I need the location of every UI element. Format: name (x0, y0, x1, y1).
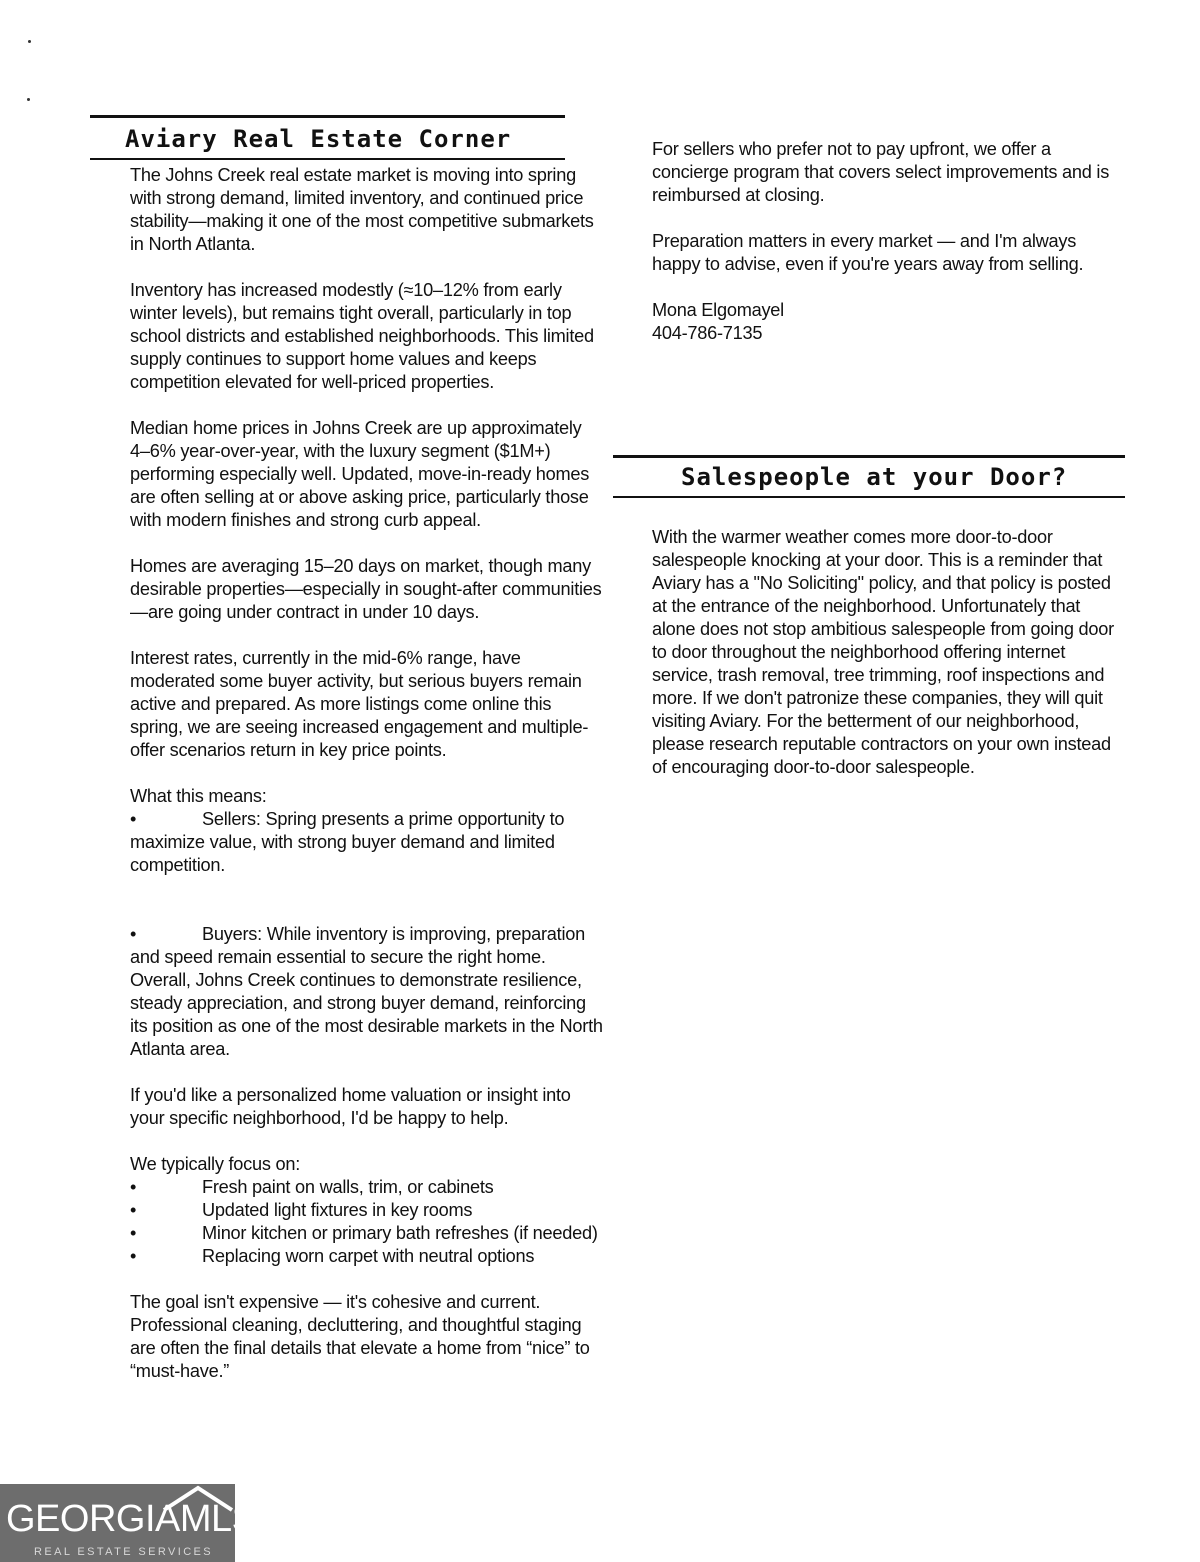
concierge-paragraph: For sellers who prefer not to pay upfront, we offer a concierge program that covers select improvements and is reimbursed at closing. (652, 139, 1110, 205)
right-column-top (652, 138, 1127, 345)
left-paragraph-3: Median home prices in Johns Creek are up approximately 4–6% year-over-year, with the luxury segment ($1M+) performing especially well. Updated, move-in-ready homes are often selling at or above asking price, particularly those with modern finishes and strong curb appeal. (130, 418, 590, 530)
left-paragraph-2: Inventory has increased modestly (≈10–12% from early winter levels), but remains tight overall, particularly in top school districts and established neighborhoods. This limited supply continues to support home values and keeps competition elevated for well-priced properties. (130, 280, 594, 392)
focus-item-text: Updated light fixtures in key rooms (202, 1200, 473, 1220)
left-paragraph-1: The Johns Creek real estate market is moving into spring with strong demand, limited inventory, and continued price stability—making it one of the most competitive submarkets in North Atlanta. (130, 165, 594, 254)
goal-paragraph: The goal isn't expensive — it's cohesive and current. Professional cleaning, decluttering, and thoughtful staging are often the final details that elevate a home from “nice” to “must-have.” (130, 1292, 590, 1381)
bullet-dot: • (130, 809, 137, 829)
focus-item (130, 1176, 605, 1199)
means-buyers-item (130, 923, 605, 969)
bullet-dot: • (130, 1246, 137, 1266)
focus-item (130, 1245, 605, 1268)
left-paragraph-4: Homes are averaging 15–20 days on market, though many desirable properties—especially in sought-after communities—are going under contract in under 10 days. (130, 556, 602, 622)
left-heading-block (90, 115, 565, 160)
means-intro: What this means: (130, 786, 267, 806)
door-paragraph: With the warmer weather comes more door-to-door salespeople knocking at your door. This is a reminder that Aviary has a "No Soliciting" policy, and that policy is posted at the entrance of the neighborhood. Unfortunately that alone does not stop ambitious salespeople from going door to door throughout the neighborhood offering internet service, trash removal, tree trimming, roof inspections and more. If we don't patronize these companies, they will quit visiting Aviary. For the betterment of our neighborhood, please research reputable contractors on your own instead of encouraging door-to-door salespeople. (652, 527, 1114, 777)
agent-name: Mona Elgomayel (652, 300, 784, 320)
georgia-mls-logo (0, 1484, 257, 1562)
right-column-bottom (652, 526, 1127, 802)
right-heading-block (613, 455, 1125, 498)
left-paragraph-5: Interest rates, currently in the mid-6% range, have moderated some buyer activity, but serious buyers remain active and prepared. As more listings come online this spring, we are seeing increased engagement and multiple-offer scenarios return in key price points. (130, 648, 589, 760)
focus-item-text: Fresh paint on walls, trim, or cabinets (202, 1177, 494, 1197)
bullet-dot: • (130, 1223, 137, 1243)
focus-item-text: Replacing worn carpet with neutral options (202, 1246, 535, 1266)
means-sellers-item (130, 808, 605, 877)
means-buyers-text: Buyers: While inventory is improving, preparation and speed remain essential to secure the right home. (130, 924, 585, 967)
prep-paragraph: Preparation matters in every market — and I'm always happy to advise, even if you're years away from selling. (652, 231, 1084, 274)
heading-bottom-rule (90, 158, 565, 160)
focus-item-text: Minor kitchen or primary bath refreshes (if needed) (202, 1223, 598, 1243)
focus-intro: We typically focus on: (130, 1154, 301, 1174)
bullet-dot: • (130, 924, 137, 944)
scan-speck (28, 40, 31, 43)
means-sellers-text: Sellers: Spring presents a prime opportunity to maximize value, with strong buyer demand and limited competition. (130, 809, 565, 875)
logo-subtitle: REAL ESTATE SERVICES (34, 1546, 214, 1558)
agent-phone: 404-786-7135 (652, 323, 763, 343)
focus-item (130, 1222, 605, 1245)
overall-paragraph: Overall, Johns Creek continues to demonstrate resilience, steady appreciation, and strong buyer demand, reinforcing its position as one of the most desirable markets in the North Atlanta area. (130, 970, 603, 1059)
right-heading-title: Salespeople at your Door? (681, 463, 1068, 491)
left-column (130, 164, 605, 1406)
left-heading-title: Aviary Real Estate Corner (125, 125, 512, 153)
bullet-dot: • (130, 1200, 137, 1220)
valuation-paragraph: If you'd like a personalized home valuation or insight into your specific neighborhood, I'd be happy to help. (130, 1085, 571, 1128)
bullet-dot: • (130, 1177, 137, 1197)
heading-bottom-rule (613, 496, 1125, 498)
logo-wordmark: GEORGIAMLS (6, 1498, 257, 1540)
scan-speck (27, 98, 30, 101)
focus-item (130, 1199, 605, 1222)
